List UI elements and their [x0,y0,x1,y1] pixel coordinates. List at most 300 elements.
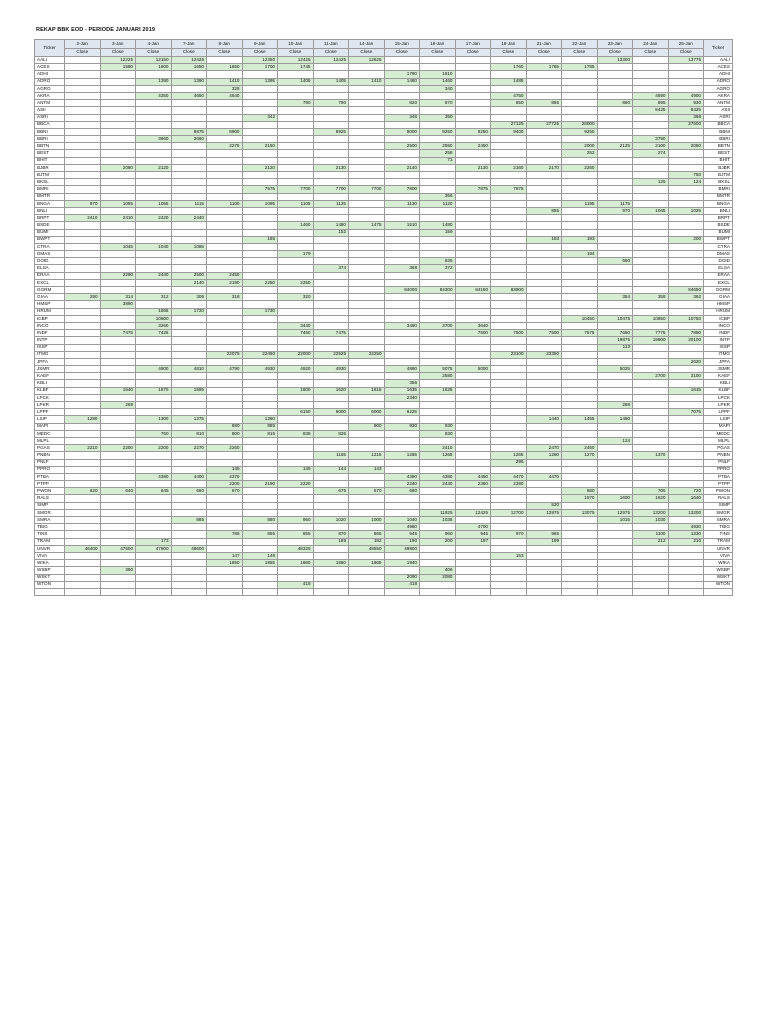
close-value-cell [420,294,456,301]
ticker-cell-right: ANTM [704,100,733,107]
close-value-cell [562,337,598,344]
close-value-cell [455,308,491,315]
close-value-cell [278,567,314,574]
ticker-cell-right: TINS [704,531,733,538]
close-value-cell: 148 [242,552,278,559]
close-value-cell: 1865 [349,560,385,567]
close-value-cell [455,387,491,394]
close-value-cell: 84650 [668,287,704,294]
close-value-cell [633,78,669,85]
ticker-cell: KBLI [35,380,65,387]
table-row [35,423,733,430]
close-value-cell: 145 [278,466,314,473]
close-value-cell [136,531,172,538]
close-value-cell [100,552,136,559]
ticker-cell-right: PTPP [704,481,733,488]
close-value-cell: 19875 [597,337,633,344]
close-value-cell [349,509,385,516]
close-value-cell [384,172,420,179]
date-header: 7-Jan [171,40,207,49]
close-value-cell [597,64,633,71]
close-value-cell: 10850 [633,315,669,322]
close-value-cell [597,136,633,143]
close-value-cell [384,344,420,351]
close-value-cell [171,71,207,78]
close-value-cell [136,581,172,588]
ticker-cell: PNBN [35,452,65,459]
close-value-cell [384,258,420,265]
close-value-cell: 885 [171,517,207,524]
close-value-cell [384,466,420,473]
table-row [35,301,733,308]
close-value-cell: 200 [420,538,456,545]
close-value-cell: 1620 [633,495,669,502]
close-value-cell [100,71,136,78]
close-value-cell [562,287,598,294]
close-value-cell [597,394,633,401]
close-value-cell [349,524,385,531]
close-value-cell [171,394,207,401]
close-header: Close [597,49,633,57]
close-value-cell [526,552,562,559]
close-value-cell [242,157,278,164]
close-value-cell [171,351,207,358]
close-value-cell [491,57,527,64]
date-header: 25-Jan [668,40,704,49]
close-value-cell [668,150,704,157]
table-row [35,473,733,480]
ticker-cell: ADRO [35,78,65,85]
ticker-cell-right: UNVR [704,545,733,552]
close-value-cell [491,200,527,207]
close-value-cell [65,387,101,394]
close-value-cell [491,143,527,150]
close-value-cell [349,567,385,574]
close-value-cell: 200 [668,236,704,243]
close-value-cell: 645 [136,488,172,495]
close-value-cell [313,143,349,150]
close-value-cell [455,258,491,265]
close-value-cell [668,502,704,509]
close-value-cell: 3640 [455,322,491,329]
close-value-cell [384,121,420,128]
close-value-cell [455,545,491,552]
close-value-cell [278,272,314,279]
close-value-cell [242,294,278,301]
close-value-cell [136,236,172,243]
close-value-cell [668,265,704,272]
close-value-cell [65,437,101,444]
close-value-cell [526,423,562,430]
close-value-cell [65,279,101,286]
close-value-cell: 12425 [278,57,314,64]
close-value-cell [65,574,101,581]
empty-cell [349,588,385,595]
ticker-cell-right: BBNI [704,128,733,135]
close-value-cell [562,366,598,373]
ticker-cell-right: SIMP [704,502,733,509]
ticker-cell-right: WTON [704,581,733,588]
close-value-cell [313,315,349,322]
close-value-cell [313,92,349,99]
close-value-cell [668,394,704,401]
close-value-cell [171,258,207,265]
close-value-cell [313,251,349,258]
close-value-cell: 680 [384,488,420,495]
close-value-cell [455,430,491,437]
close-value-cell: 2340 [384,394,420,401]
close-value-cell [562,459,598,466]
close-value-cell [136,287,172,294]
close-value-cell [668,445,704,452]
close-value-cell [526,308,562,315]
close-value-cell [668,164,704,171]
close-value-cell [420,437,456,444]
close-value-cell [455,71,491,78]
close-value-cell [65,114,101,121]
close-value-cell [349,308,385,315]
close-value-cell [100,473,136,480]
close-value-cell [668,200,704,207]
close-value-cell [100,437,136,444]
close-value-cell [491,495,527,502]
close-header: Close [668,49,704,57]
close-value-cell [491,71,527,78]
close-value-cell: 1370 [633,452,669,459]
close-value-cell [526,517,562,524]
close-value-cell [420,330,456,337]
close-value-cell [242,315,278,322]
close-value-cell [65,172,101,179]
close-header: Close [420,49,456,57]
close-value-cell [242,437,278,444]
close-value-cell [526,251,562,258]
close-value-cell [100,495,136,502]
ticker-cell: BSDE [35,222,65,229]
close-value-cell [420,243,456,250]
close-value-cell: 125 [633,179,669,186]
close-value-cell [668,157,704,164]
close-value-cell: 8425 [668,107,704,114]
close-value-cell: 800 [207,430,243,437]
empty-cell [313,588,349,595]
close-value-cell [597,251,633,258]
close-value-cell [136,279,172,286]
close-value-cell: 4700 [455,524,491,531]
close-value-cell [633,64,669,71]
close-value-cell: 2120 [136,164,172,171]
ticker-cell-right: ICBP [704,315,733,322]
close-value-cell [313,502,349,509]
close-value-cell [100,121,136,128]
close-value-cell: 12350 [242,57,278,64]
close-value-cell [562,387,598,394]
close-value-cell: 1600 [278,387,314,394]
close-value-cell [136,193,172,200]
close-value-cell [100,466,136,473]
close-value-cell [491,380,527,387]
close-value-cell: 2130 [313,164,349,171]
close-value-cell [136,373,172,380]
close-value-cell [526,136,562,143]
table-row [35,143,733,150]
close-value-cell [242,121,278,128]
close-value-cell [597,128,633,135]
close-value-cell: 296 [491,459,527,466]
close-value-cell [420,272,456,279]
close-value-cell [491,179,527,186]
ticker-cell: TRAM [35,538,65,545]
close-value-cell: 1085 [171,243,207,250]
close-value-cell [491,272,527,279]
close-value-cell: 22450 [242,351,278,358]
close-value-cell [420,301,456,308]
ticker-cell-right: BMTR [704,193,733,200]
close-value-cell: 1460 [420,78,456,85]
close-value-cell [633,552,669,559]
close-value-cell [65,78,101,85]
close-value-cell [278,452,314,459]
close-value-cell [65,143,101,150]
close-value-cell [384,215,420,222]
close-value-cell [597,222,633,229]
close-value-cell [562,358,598,365]
close-value-cell [668,380,704,387]
close-value-cell [207,179,243,186]
close-value-cell [65,524,101,531]
close-value-cell: 7875 [491,186,527,193]
close-value-cell [668,452,704,459]
close-value-cell [242,574,278,581]
close-value-cell [526,459,562,466]
close-value-cell: 320 [278,294,314,301]
close-value-cell [207,301,243,308]
close-value-cell: 2390 [491,481,527,488]
empty-cell [278,588,314,595]
close-value-cell [242,387,278,394]
close-value-cell: 22525 [313,351,349,358]
close-value-cell [313,243,349,250]
close-value-cell [562,574,598,581]
close-value-cell [562,100,598,107]
close-value-cell: 9000 [384,128,420,135]
close-value-cell: 1595 [171,387,207,394]
close-value-cell [526,272,562,279]
close-value-cell: 71 [420,157,456,164]
close-value-cell [668,279,704,286]
close-value-cell [313,107,349,114]
close-value-cell [349,402,385,409]
close-value-cell [136,452,172,459]
close-value-cell [384,373,420,380]
close-value-cell: 900 [349,423,385,430]
close-value-cell: 790 [313,100,349,107]
ticker-cell: DMAS [35,251,65,258]
close-value-cell: 22000 [278,351,314,358]
close-value-cell [668,272,704,279]
close-value-cell [171,495,207,502]
close-value-cell [65,337,101,344]
ticker-cell-right: SMGR [704,509,733,516]
date-header: 10-Jan [278,40,314,49]
ticker-cell: GIAA [35,294,65,301]
close-value-cell [562,136,598,143]
close-value-cell [349,272,385,279]
close-value-cell [171,574,207,581]
close-value-cell: 4380 [136,473,172,480]
close-value-cell [455,409,491,416]
close-value-cell: 9250 [562,128,598,135]
close-value-cell [349,301,385,308]
table-row [35,452,733,459]
close-value-cell: 830 [420,430,456,437]
ticker-cell: WIKA [35,560,65,567]
close-value-cell [100,574,136,581]
close-value-cell: 2250 [242,279,278,286]
close-value-cell: 27500 [668,121,704,128]
close-value-cell [597,538,633,545]
close-value-cell: 197 [455,538,491,545]
close-value-cell [562,538,598,545]
table-row [35,251,733,258]
close-value-cell [455,172,491,179]
close-value-cell: 930 [384,423,420,430]
ticker-cell: LPCK [35,394,65,401]
close-value-cell [242,251,278,258]
close-value-cell: 870 [420,100,456,107]
close-value-cell [207,157,243,164]
close-value-cell [171,236,207,243]
close-value-cell [349,229,385,236]
ticker-cell-right: HRUM [704,308,733,315]
close-value-cell [384,567,420,574]
close-value-cell: 2240 [384,481,420,488]
close-value-cell [100,416,136,423]
close-value-cell [668,567,704,574]
close-header: Close [242,49,278,57]
close-value-cell: 4810 [171,366,207,373]
close-value-cell [313,481,349,488]
close-value-cell: 1265 [420,452,456,459]
close-value-cell [278,416,314,423]
close-value-cell [491,85,527,92]
close-value-cell [633,445,669,452]
close-value-cell [313,258,349,265]
close-value-cell [242,207,278,214]
close-value-cell [633,437,669,444]
ticker-cell: PTBA [35,473,65,480]
close-value-cell [668,430,704,437]
date-header: 23-Jan [597,40,633,49]
close-value-cell: 193 [526,236,562,243]
close-value-cell [633,574,669,581]
close-value-cell: 1810 [420,71,456,78]
close-value-cell [491,301,527,308]
close-value-cell: 1115 [171,200,207,207]
table-row [35,222,733,229]
close-value-cell: 390 [100,567,136,574]
close-value-cell [526,85,562,92]
close-value-cell [349,394,385,401]
close-value-cell: 1165 [313,452,349,459]
close-value-cell: 2150 [242,143,278,150]
ticker-cell: GGRM [35,287,65,294]
close-value-cell [597,215,633,222]
close-value-cell: 855 [278,531,314,538]
close-value-cell [171,344,207,351]
close-value-cell: 2170 [526,164,562,171]
close-value-cell: 7500 [526,330,562,337]
close-value-cell: 1330 [668,531,704,538]
close-value-cell [65,517,101,524]
close-value-cell: 2500 [171,272,207,279]
close-value-cell: 1700 [242,64,278,71]
close-value-cell: 1620 [313,387,349,394]
close-value-cell [668,64,704,71]
close-value-cell [455,229,491,236]
close-value-cell [171,193,207,200]
date-header: 4-Jan [136,40,172,49]
empty-cell [171,588,207,595]
close-value-cell [65,222,101,229]
close-value-cell [207,545,243,552]
close-value-cell [136,509,172,516]
close-value-cell [455,157,491,164]
close-value-cell [65,229,101,236]
ticker-cell-right: JSMR [704,366,733,373]
close-value-cell [313,394,349,401]
close-value-cell [100,251,136,258]
close-value-cell: 212 [633,538,669,545]
close-value-cell [65,150,101,157]
table-row [35,567,733,574]
ticker-cell-right: ASII [704,107,733,114]
close-value-cell [526,128,562,135]
close-value-cell [420,488,456,495]
empty-cell [420,588,456,595]
close-value-cell [597,179,633,186]
close-value-cell [207,452,243,459]
close-value-cell [313,150,349,157]
close-value-cell [65,164,101,171]
close-value-cell [207,409,243,416]
ticker-cell-right: DOID [704,258,733,265]
close-value-cell [349,366,385,373]
close-value-cell [633,243,669,250]
close-value-cell [491,567,527,574]
ticker-cell: BKSL [35,179,65,186]
close-value-cell [633,502,669,509]
table-row [35,287,733,294]
close-value-cell [349,344,385,351]
close-value-cell [349,258,385,265]
close-value-cell [455,394,491,401]
close-value-cell [136,251,172,258]
close-value-cell [420,416,456,423]
ticker-cell-right: SMRA [704,517,733,524]
close-value-cell: 48550 [349,545,385,552]
close-header: Close [562,49,598,57]
close-value-cell [65,243,101,250]
close-value-cell [136,459,172,466]
close-value-cell: 1215 [349,452,385,459]
close-value-cell [562,157,598,164]
close-value-cell: 1395 [242,78,278,85]
close-value-cell [313,402,349,409]
close-value-cell: 960 [420,531,456,538]
close-value-cell [597,287,633,294]
close-value-cell: 4640 [207,92,243,99]
